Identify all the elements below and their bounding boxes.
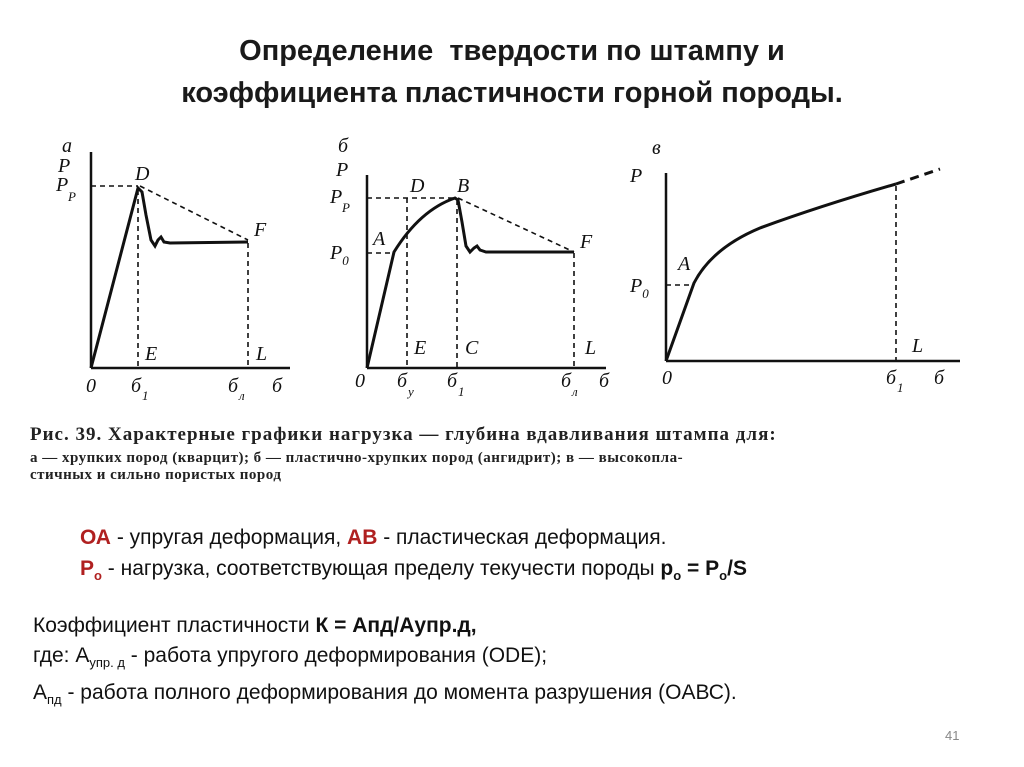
oa-text: - упругая деформация,	[110, 526, 348, 549]
figure-b-label-e: E	[414, 337, 427, 359]
figure-caption	[30, 424, 990, 484]
figure-a-dashed-df	[140, 186, 248, 240]
figure-b-label-l: L	[585, 337, 597, 359]
coefficient-line-1	[33, 611, 737, 641]
caption-line-3: стичных и сильно пористых пород	[30, 467, 282, 483]
figure-b-label-c: C	[465, 337, 479, 359]
figure-a-y-label-pp: P	[56, 174, 69, 196]
figure-a-label-e: E	[145, 343, 158, 365]
figure-b-x-sl-sub: л	[572, 384, 578, 399]
figure-c-x-axis-label: б	[934, 367, 945, 389]
yield-formula: $р_о = Р_о/S$	[660, 557, 747, 584]
figure-c	[666, 169, 960, 361]
figure-a-x-sl-sub: л	[239, 388, 245, 403]
figure-c-panel-letter: в	[652, 137, 661, 159]
definition-line-1	[80, 522, 747, 553]
po-text: - нагрузка, соответствующая пределу текучести породы	[101, 557, 661, 580]
figure-c-dashed-end	[896, 169, 940, 184]
title-line-1: Определение твердости по штампу и	[239, 35, 785, 67]
figure-b-label-f: F	[580, 231, 593, 253]
figure-b-label-b: B	[457, 175, 470, 197]
figure-c-x-s1-sub: 1	[897, 380, 904, 395]
figure-b-x-s1-sub: 1	[458, 384, 465, 399]
figure-b-panel-letter: б	[338, 135, 349, 157]
figure-b-dashed-bf	[458, 198, 574, 252]
figure-b-y-label-p: P	[336, 159, 349, 181]
figure-c-y-label-p0: $P_0$	[630, 275, 649, 301]
figure-a	[91, 152, 290, 368]
figure-b	[367, 175, 606, 368]
caption-line-2: а — хрупких пород (кварцит); б — пластично-хрупких пород (ангидрит); в — высокопла-	[30, 450, 684, 466]
figure-a-panel-letter: а	[62, 135, 72, 157]
figure-b-x-sl: б	[561, 370, 572, 392]
figure-a-load-curve	[91, 188, 248, 368]
deformation-definitions	[80, 522, 747, 591]
coefficient-line-2: где: $А_{упр. д}$ - работа упругого деформирования (ODE);	[33, 644, 548, 671]
figure-b-x-s1: б	[447, 370, 458, 392]
figure-b-x-sy-sub: у	[408, 384, 414, 399]
figure-b-label-a: A	[373, 228, 386, 250]
figure-b-origin: 0	[355, 370, 365, 392]
figure-c-label-a: A	[678, 253, 691, 275]
coefficient-line-3: $А_{пд}$ - работа полного деформирования до момента разрушения (OАВС).	[33, 681, 737, 708]
figure-b-y-label-p0: $P_0$	[330, 242, 349, 268]
po-term: $Р_о$	[80, 557, 102, 584]
figure-c-label-l: L	[912, 335, 924, 357]
figure-a-y-label-p: P	[58, 155, 71, 177]
figure-b-x-sy: б	[397, 370, 408, 392]
coefficient-text: Коэффициент пластичности	[33, 614, 316, 637]
figure-a-x-axis-label: б	[272, 375, 283, 397]
title-line-2: коэффициента пластичности горной породы.	[181, 77, 843, 109]
figure-a-label-f: F	[254, 219, 267, 241]
ab-term: АВ	[347, 526, 378, 549]
figure-b-y-label-pp-sub: P	[342, 200, 350, 215]
figure-a-y-label-pp-sub: P	[68, 189, 76, 204]
ab-text: - пластическая деформация.	[377, 526, 667, 549]
figure-a-x-s1: б	[131, 375, 142, 397]
coefficient-formula: К = Апд/Аупр.д,	[315, 614, 477, 637]
oa-term: ОА	[80, 526, 111, 549]
figure-c-origin: 0	[662, 367, 672, 389]
page-number: 41	[945, 728, 960, 743]
figure-a-origin: 0	[86, 375, 96, 397]
figure-a-label-l: L	[256, 343, 268, 365]
figure-b-y-label-pp: P	[330, 186, 343, 208]
figure-b-labels	[329, 135, 610, 399]
figure-b-label-d: D	[410, 175, 425, 197]
caption-line-1: Рис. 39. Характерные графики нагрузка — глубина вдавливания штампа для:	[30, 424, 777, 445]
figure-a-x-sl: б	[228, 375, 239, 397]
figure-c-y-label-p: P	[630, 165, 643, 187]
figure-c-labels	[629, 137, 945, 395]
figure-b-x-axis-label: б	[599, 370, 610, 392]
figure-a-label-d: D	[135, 163, 150, 185]
figure-c-x-s1: б	[886, 367, 897, 389]
plasticity-coefficient	[33, 611, 737, 715]
definition-line-2	[80, 553, 747, 591]
figure-c-load-curve	[666, 184, 896, 361]
figure-a-x-s1-sub: 1	[142, 388, 149, 403]
